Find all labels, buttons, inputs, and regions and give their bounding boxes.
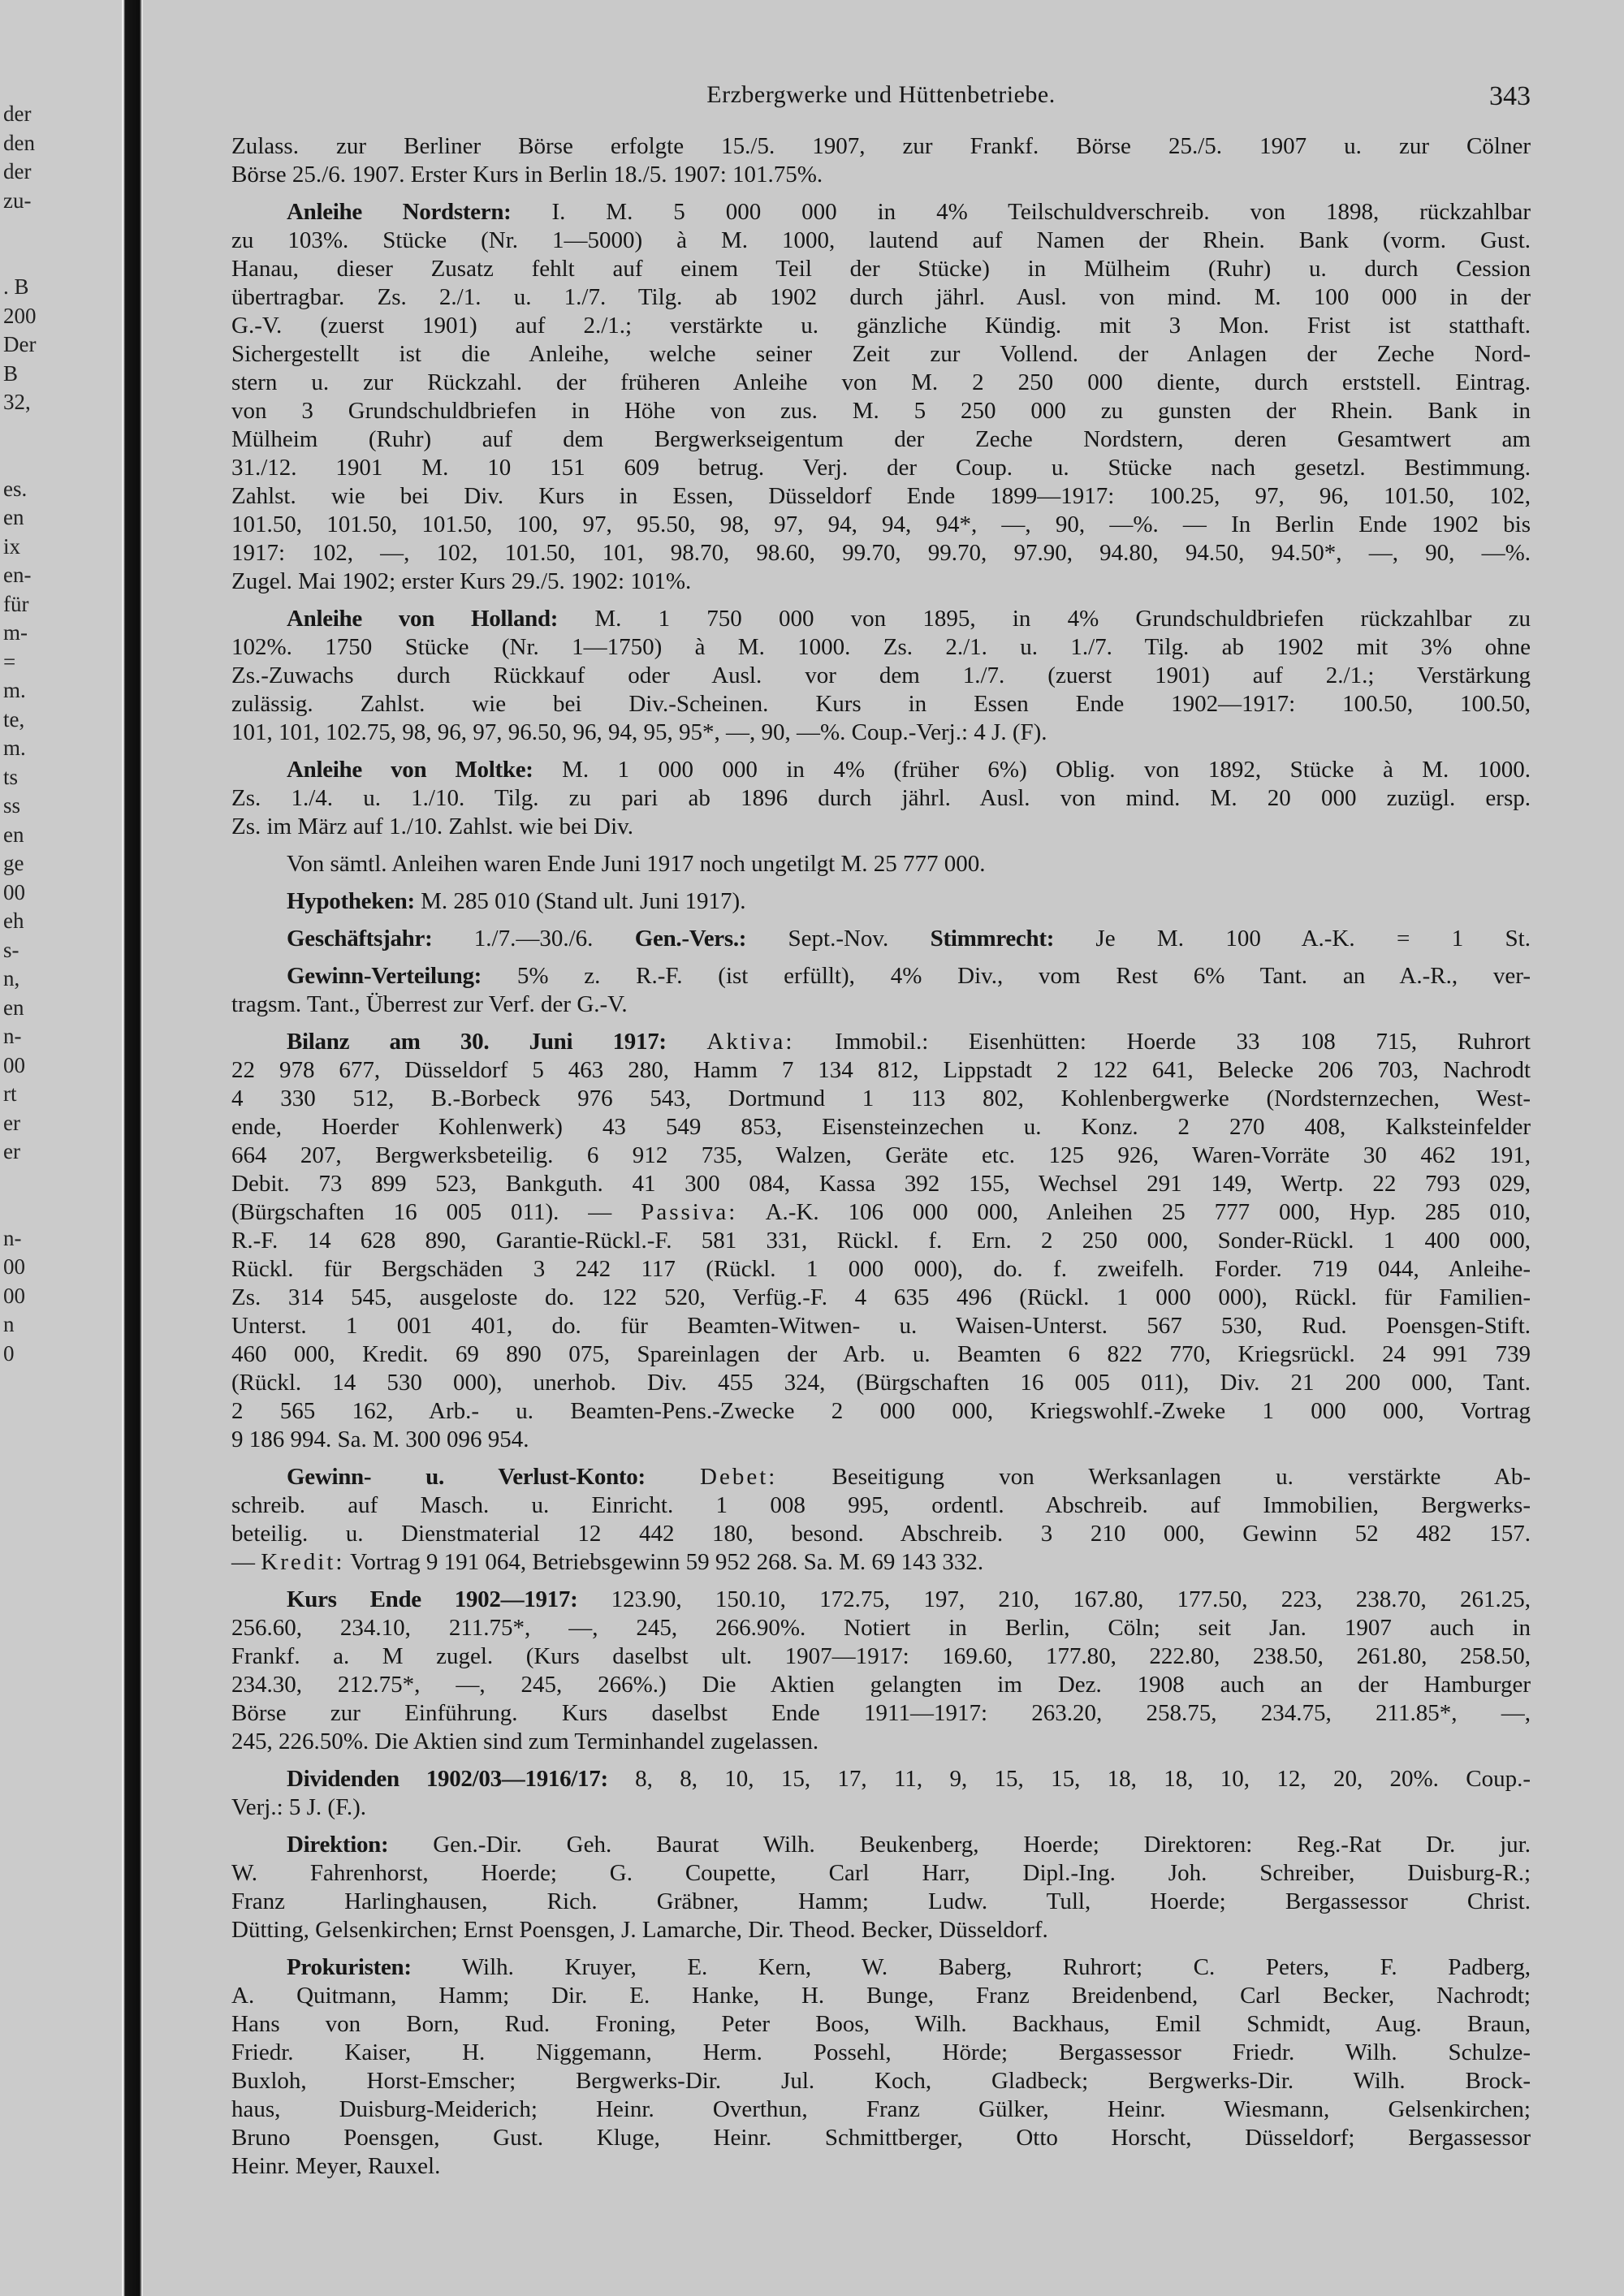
text-run: Beseitigung von Werksanlagen u. verstärkte Ab- <box>777 1464 1531 1490</box>
bold-heading: Prokuristen: <box>287 1954 412 1980</box>
text-run: 9 186 994. Sa. M. 300 096 954. <box>231 1426 529 1452</box>
text-run: 1./7.—30./6. <box>432 926 635 952</box>
margin-fragment: er <box>3 1139 20 1163</box>
text-run: 102%. 1750 Stücke (Nr. 1—1750) à M. 1000. Zs. 2./1. u. 1./7. Tilg. ab 1902 mit 3% ohne <box>231 634 1531 660</box>
text-run: 460 000, Kredit. 69 890 075, Spareinlagen der Arb. u. Beamten 6 822 770, Kriegsrückl. 24 991 739 <box>231 1341 1531 1367</box>
text-line <box>231 1520 1531 1548</box>
text-run <box>667 1029 707 1055</box>
text-line <box>231 925 1531 953</box>
spaced-label: Kredit: <box>261 1549 345 1575</box>
text-run: Frankf. a. M zugel. (Kurs daselbst ult. 1907—1917: 169.60, 177.80, 222.80, 238.50, 261.80, 258.50, <box>231 1643 1531 1669</box>
text-line <box>231 1642 1531 1671</box>
text-run: Zs.-Zuwachs durch Rückkauf oder Ausl. vor dem 1./7. (zuerst 1901) auf 2./1.; Verstärkung <box>231 662 1531 688</box>
margin-fragment: für <box>3 591 29 616</box>
bold-heading: Geschäftsjahr: <box>287 926 433 952</box>
text-run: A. Quitmann, Hamm; Dir. E. Hanke, H. Bunge, Franz Breidenbend, Carl Becker, Nachrodt; <box>231 1983 1531 2009</box>
text-line <box>231 1793 1531 1822</box>
text-run: Hans von Born, Rud. Froning, Peter Boos, Wilh. Backhaus, Emil Schmidt, Aug. Braun, <box>231 2011 1531 2037</box>
text-run: R.-F. 14 628 890, Garantie-Rückl.-F. 581 331, Rückl. f. Ern. 2 250 000, Sonder-Rückl. 1 400 000, <box>231 1228 1531 1254</box>
margin-fragment: 00 <box>3 1283 25 1308</box>
spaced-label: Debet: <box>700 1464 778 1490</box>
text-run: Buxloh, Horst-Emscher; Bergwerks-Dir. Jul. Koch, Gladbeck; Bergwerks-Dir. Wilh. Brock- <box>231 2068 1531 2094</box>
text-run: 1917: 102, —, 102, 101.50, 101, 98.70, 98.60, 99.70, 99.70, 97.90, 94.80, 94.50, 94.50*, —, 90, —%. <box>231 540 1531 566</box>
text-line <box>231 1728 1531 1756</box>
text-line <box>231 1142 1531 1170</box>
margin-fragment: te, <box>3 706 25 732</box>
bold-heading: Direktion: <box>287 1832 389 1858</box>
text-line <box>231 1982 1531 2010</box>
text-line <box>231 2124 1531 2152</box>
bold-heading: Dividenden 1902/03—1916/17: <box>287 1766 608 1792</box>
text-run: Debit. 73 899 523, Bankguth. 41 300 084, Kassa 392 155, Wechsel 291 149, Wertp. 22 793 029, <box>231 1171 1531 1197</box>
paragraph <box>231 1831 1531 1944</box>
margin-fragment: = <box>3 649 16 674</box>
text-run: übertragbar. Zs. 2./1. u. 1./7. Tilg. ab 1902 durch jährl. Ausl. von mind. M. 100 000 in der <box>231 284 1531 310</box>
text-run: Von sämtl. Anleihen waren Ende Juni 1917 noch ungetilgt M. 25 777 000. <box>287 851 986 877</box>
text-line <box>231 1699 1531 1728</box>
paragraph <box>231 1765 1531 1822</box>
text-run: 101.50, 101.50, 101.50, 100, 97, 95.50, 98, 97, 94, 94, 94*, —, 90, —%. — In Berlin Ende 1902 bis <box>231 511 1531 537</box>
text-line <box>231 719 1531 747</box>
margin-fragment: en <box>3 995 24 1020</box>
text-run: zulässig. Zahlst. wie bei Div.-Scheinen. Kurs in Essen Ende 1902—1917: 100.50, 100.50, <box>231 691 1531 717</box>
text-line <box>231 1340 1531 1369</box>
margin-fragment: m. <box>3 678 26 702</box>
text-run: 256.60, 234.10, 211.75*, —, 245, 266.90%. Notiert in Berlin, Cöln; seit Jan. 1907 auch in <box>231 1615 1531 1641</box>
margin-fragment: 32, <box>3 390 31 414</box>
text-run: zu 103%. Stücke (Nr. 1—5000) à M. 1000, lautend auf Namen der Rhein. Bank (vorm. Gust. <box>231 227 1531 253</box>
text-run: 245, 226.50%. Die Aktien sind zum Terminhandel zugelassen. <box>231 1728 819 1754</box>
margin-fragment: es. <box>3 476 28 501</box>
paragraph <box>231 887 1531 916</box>
text-line <box>231 2010 1531 2039</box>
text-run: 31./12. 1901 M. 10 151 609 betrug. Verj. der Coup. u. Stücke nach gesetzl. Bestimmung. <box>231 455 1531 481</box>
text-run: Je M. 100 A.-K. = 1 St. <box>1054 926 1531 952</box>
text-run: tragsm. Tant., Überrest zur Verf. der G.-V. <box>231 991 628 1017</box>
margin-fragment: er <box>3 1110 20 1135</box>
margin-fragment: en <box>3 822 24 847</box>
text-run: Verj.: 5 J. (F.). <box>231 1794 367 1820</box>
paragraph <box>231 1463 1531 1577</box>
text-line <box>231 132 1531 161</box>
bold-heading: Bilanz am 30. Juni 1917: <box>287 1029 667 1055</box>
text-run: M. 1 000 000 in 4% (früher 6%) Oblig. von 1892, Stücke à M. 1000. <box>533 757 1531 783</box>
book-gutter <box>122 0 143 2296</box>
margin-fragment: n, <box>3 966 20 990</box>
text-run: G.-V. (zuerst 1901) auf 2./1.; verstärkte u. gänzliche Kündig. mit 3 Mon. Frist ist statthaft. <box>231 313 1531 339</box>
text-run: schreib. auf Masch. u. Einricht. 1 008 995, ordentl. Abschreib. auf Immobilien, Bergwerks- <box>231 1492 1531 1518</box>
margin-fragment: der <box>3 101 32 126</box>
text-line <box>231 1491 1531 1520</box>
margin-fragment: 00 <box>3 1052 25 1077</box>
margin-fragment: 00 <box>3 1254 25 1279</box>
text-line <box>231 1888 1531 1916</box>
paragraph <box>231 132 1531 189</box>
bold-heading: Kurs Ende 1902—1917: <box>287 1586 578 1612</box>
text-line <box>231 1284 1531 1312</box>
text-line <box>231 511 1531 539</box>
margin-fragment: Der <box>3 332 37 356</box>
paragraph <box>231 1953 1531 2181</box>
text-line <box>231 2095 1531 2124</box>
text-line <box>231 1397 1531 1426</box>
bold-heading: Anleihe von Moltke: <box>287 757 533 783</box>
text-line <box>231 690 1531 719</box>
text-run: Heinr. Meyer, Rauxel. <box>231 2153 441 2179</box>
margin-fragment: den <box>3 130 35 155</box>
text-line <box>231 340 1531 369</box>
text-run: — <box>231 1549 261 1575</box>
text-line <box>231 227 1531 255</box>
margin-fragment: en <box>3 505 24 529</box>
bold-heading: Gewinn-Verteilung: <box>287 963 482 989</box>
text-run: Immobil.: Eisenhütten: Hoerde 33 108 715, Ruhrort <box>794 1029 1531 1055</box>
margin-fragment: n <box>3 1312 15 1336</box>
paragraph <box>231 962 1531 1019</box>
margin-fragment: n- <box>3 1225 22 1250</box>
margin-fragment: rt <box>3 1081 17 1106</box>
text-run: Bruno Poensgen, Gust. Kluge, Heinr. Schmittberger, Otto Horscht, Düsseldorf; Bergassessor <box>231 2125 1531 2151</box>
text-line <box>231 1056 1531 1085</box>
margin-fragment: zu- <box>3 188 32 213</box>
margin-fragment: 200 <box>3 303 37 328</box>
margin-fragment: ge <box>3 851 24 875</box>
margin-fragment: 0 <box>3 1340 15 1366</box>
text-run: Unterst. 1 001 401, do. für Beamten-Witwen- u. Waisen-Unterst. 567 530, Rud. Poensgen-Stift. <box>231 1313 1531 1339</box>
text-line <box>231 1113 1531 1142</box>
text-run: beteilig. u. Dienstmaterial 12 442 180, besond. Abschreib. 3 210 000, Gewinn 52 482 157. <box>231 1521 1531 1547</box>
text-run: Zs. 1./4. u. 1./10. Tilg. zu pari ab 1896 durch jährl. Ausl. von mind. M. 20 000 zuzügl. ersp. <box>231 785 1531 811</box>
spaced-label: Passiva: <box>641 1199 738 1225</box>
margin-fragment: der <box>3 159 32 183</box>
text-run: stern u. zur Rückzahl. der früheren Anleihe von M. 2 250 000 diente, durch erststell. Eintrag. <box>231 369 1531 395</box>
text-run: 664 207, Bergwerksbeteilig. 6 912 735, Walzen, Geräte etc. 125 926, Waren-Vorräte 30 462 191, <box>231 1142 1531 1168</box>
text-line <box>231 1312 1531 1340</box>
page-number: 343 <box>1489 81 1531 111</box>
text-line <box>231 1170 1531 1198</box>
text-run: Wilh. Kruyer, E. Kern, W. Baberg, Ruhrort; C. Peters, F. Padberg, <box>411 1954 1531 1980</box>
margin-fragment: eh <box>3 908 24 933</box>
text-line <box>231 1426 1531 1454</box>
text-line <box>231 850 1531 878</box>
text-run: 101, 101, 102.75, 98, 96, 97, 96.50, 96, 94, 95, 95*, —, 90, —%. Coup.-Verj.: 4 J. (F). <box>231 719 1047 745</box>
margin-fragment: . B <box>3 274 29 299</box>
margin-fragment: m- <box>3 620 28 645</box>
text-run: 234.30, 212.75*, —, 245, 266%.) Die Aktien gelangten im Dez. 1908 auch an der Hamburger <box>231 1672 1531 1698</box>
text-run: 123.90, 150.10, 172.75, 197, 210, 167.80, 177.50, 223, 238.70, 261.25, <box>577 1586 1531 1612</box>
text-line <box>231 283 1531 312</box>
text-line <box>231 1227 1531 1255</box>
text-line <box>231 161 1531 189</box>
bold-heading: Gewinn- u. Verlust-Konto: <box>287 1464 646 1490</box>
text-line <box>231 1028 1531 1056</box>
text-run: 8, 8, 10, 15, 17, 11, 9, 15, 15, 18, 18, 10, 12, 20, 20%. Coup.- <box>607 1766 1531 1792</box>
margin-fragment: ts <box>3 764 19 789</box>
text-line <box>231 454 1531 482</box>
text-line <box>231 813 1531 841</box>
bold-heading: Gen.-Vers.: <box>634 926 747 952</box>
text-run: I. M. 5 000 000 in 4% Teilschuldverschreib. von 1898, rückzahlbar <box>511 199 1531 225</box>
margin-fragment: 00 <box>3 879 25 904</box>
text-run: Sichergestellt ist die Anleihe, welche seiner Zeit zur Vollend. der Anlagen der Zeche Nord- <box>231 341 1531 367</box>
text-line <box>231 425 1531 454</box>
text-run: Gen.-Dir. Geh. Baurat Wilh. Beukenberg, Hoerde; Direktoren: Reg.-Rat Dr. jur. <box>388 1832 1531 1858</box>
spaced-label: Aktiva: <box>706 1029 795 1055</box>
text-line <box>231 312 1531 340</box>
text-run: 5% z. R.-F. (ist erfüllt), 4% Div., vom Rest 6% Tant. an A.-R., ver- <box>482 963 1531 989</box>
text-run: W. Fahrenhorst, Hoerde; G. Coupette, Carl Harr, Dipl.-Ing. Joh. Schreiber, Duisburg-R.; <box>231 1860 1531 1886</box>
text-run: Hanau, dieser Zusatz fehlt auf einem Teil der Stücke) in Mülheim (Ruhr) u. durch Cession <box>231 256 1531 282</box>
text-line <box>231 397 1531 425</box>
text-run: Sept.-Nov. <box>746 926 931 952</box>
text-line <box>231 1586 1531 1614</box>
text-run: Börse zur Einführung. Kurs daselbst Ende 1911—1917: 263.20, 258.75, 234.75, 211.85*, —, <box>231 1700 1531 1726</box>
text-run: Rückl. für Bergschäden 3 242 117 (Rückl. 1 000 000), do. f. zweifelh. Forder. 719 044, Anleihe- <box>231 1256 1531 1282</box>
text-line <box>231 2152 1531 2181</box>
text-run: 4 330 512, B.-Borbeck 976 543, Dortmund 1 113 802, Kohlenbergwerke (Nordsternzechen, West- <box>231 1085 1531 1111</box>
text-run: Zs. im März auf 1./10. Zahlst. wie bei Div. <box>231 814 634 839</box>
text-run: Zahlst. wie bei Div. Kurs in Essen, Düsseldorf Ende 1899—1917: 100.25, 97, 96, 101.50, 102, <box>231 483 1531 509</box>
text-line <box>231 1765 1531 1793</box>
margin-fragment: ss <box>3 793 21 818</box>
text-run: M. 285 010 (Stand ult. Juni 1917). <box>414 888 746 914</box>
text-line <box>231 1671 1531 1699</box>
text-line <box>231 1859 1531 1888</box>
bold-heading: Anleihe von Holland: <box>287 606 559 632</box>
margin-fragment: n- <box>3 1024 22 1048</box>
text-run: Börse 25./6. 1907. Erster Kurs in Berlin 18./5. 1907: 101.75%. <box>231 162 823 188</box>
paragraph <box>231 925 1531 953</box>
text-run <box>646 1464 700 1490</box>
text-line <box>231 2067 1531 2095</box>
paragraph <box>231 605 1531 747</box>
text-line <box>231 662 1531 690</box>
bold-heading: Anleihe Nordstern: <box>287 199 512 225</box>
margin-fragment: B <box>3 360 19 386</box>
margin-fragment: en- <box>3 563 32 587</box>
text-run: Mülheim (Ruhr) auf dem Bergwerkseigentum der Zeche Nordstern, deren Gesamtwert am <box>231 426 1531 452</box>
text-line <box>231 482 1531 511</box>
text-line <box>231 1369 1531 1397</box>
paragraph <box>231 1028 1531 1454</box>
page-body <box>231 132 1531 2190</box>
bold-heading: Hypotheken: <box>287 888 415 914</box>
paragraph <box>231 198 1531 596</box>
text-line <box>231 369 1531 397</box>
text-run: ende, Hoerder Kohlenwerk) 43 549 853, Eisensteinzechen u. Konz. 2 270 408, Kalksteinfelder <box>231 1114 1531 1140</box>
text-line <box>231 2039 1531 2067</box>
text-run: 22 978 677, Düsseldorf 5 463 280, Hamm 7 134 812, Lippstadt 2 122 641, Belecke 206 703, Nachrodt <box>231 1057 1531 1083</box>
previous-page-margin <box>0 0 122 2296</box>
text-line <box>231 887 1531 916</box>
text-line <box>231 633 1531 662</box>
text-line <box>231 605 1531 633</box>
text-line <box>231 1614 1531 1642</box>
paragraph <box>231 1586 1531 1756</box>
text-line <box>231 568 1531 596</box>
text-run: (Bürgschaften 16 005 011). — <box>231 1199 641 1225</box>
text-line <box>231 1953 1531 1982</box>
text-run: Friedr. Kaiser, H. Niggemann, Herm. Possehl, Hörde; Bergassessor Friedr. Wilh. Schulze- <box>231 2039 1531 2065</box>
text-run: (Rückl. 14 530 000), unerhob. Div. 455 324, (Bürgschaften 16 005 011), Div. 21 200 000, Tant. <box>231 1370 1531 1396</box>
text-line <box>231 1255 1531 1284</box>
text-line <box>231 1916 1531 1944</box>
text-run: Franz Harlinghausen, Rich. Gräbner, Hamm; Ludw. Tull, Hoerde; Bergassessor Christ. <box>231 1888 1531 1914</box>
text-line <box>231 539 1531 568</box>
paragraph <box>231 850 1531 878</box>
text-run: haus, Duisburg-Meiderich; Heinr. Overthun, Franz Gülker, Heinr. Wiesmann, Gelsenkirchen; <box>231 2096 1531 2122</box>
text-run: Dütting, Gelsenkirchen; Ernst Poensgen, J. Lamarche, Dir. Theod. Becker, Düsseldorf. <box>231 1917 1048 1943</box>
text-run: Zs. 314 545, ausgeloste do. 122 520, Verfüg.-F. 4 635 496 (Rückl. 1 000 000), Rückl. für Familien- <box>231 1284 1531 1310</box>
text-run: von 3 Grundschuldbriefen in Höhe von zus. M. 5 250 000 zu gunsten der Rhein. Bank in <box>231 398 1531 424</box>
text-run: Vortrag 9 191 064, Betriebsgewinn 59 952 268. Sa. M. 69 143 332. <box>344 1549 984 1575</box>
text-run: Zulass. zur Berliner Börse erfolgte 15./5. 1907, zur Frankf. Börse 25./5. 1907 u. zur Cölner <box>231 133 1531 159</box>
text-line <box>231 1548 1531 1577</box>
text-run: 2 565 162, Arb.- u. Beamten-Pens.-Zwecke 2 000 000, Kriegswohlf.-Zweke 1 000 000, Vortrag <box>231 1398 1531 1424</box>
margin-fragment: m. <box>3 736 26 760</box>
text-run: M. 1 750 000 von 1895, in 4% Grundschuldbriefen rückzahlbar zu <box>558 606 1531 632</box>
page-header <box>231 81 1531 122</box>
text-line <box>231 1831 1531 1859</box>
bold-heading: Stimmrecht: <box>930 926 1055 952</box>
text-line <box>231 962 1531 990</box>
text-line <box>231 198 1531 227</box>
text-line <box>231 1085 1531 1113</box>
margin-fragment: s- <box>3 937 19 962</box>
text-run: A.-K. 106 000 000, Anleihen 25 777 000, Hyp. 285 010, <box>737 1199 1531 1225</box>
text-line <box>231 784 1531 813</box>
paragraph <box>231 756 1531 841</box>
margin-fragment: ix <box>3 533 21 559</box>
text-line <box>231 1463 1531 1491</box>
text-line <box>231 1198 1531 1227</box>
text-line <box>231 990 1531 1019</box>
text-run: Zugel. Mai 1902; erster Kurs 29./5. 1902: 101%. <box>231 568 692 594</box>
running-title: Erzbergwerke und Hüttenbetriebe. <box>706 81 1056 108</box>
text-line <box>231 756 1531 784</box>
text-line <box>231 255 1531 283</box>
